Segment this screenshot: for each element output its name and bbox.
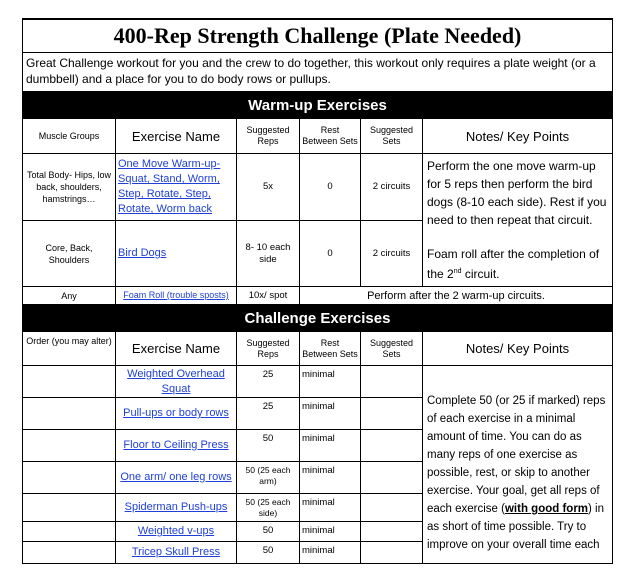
warmup-notes-p1: Perform the one move warm-up for 5 reps then perform the bird dogs (8-10 each side). Rest if you need to then repeat that circuit. — [427, 159, 607, 227]
table-row — [23, 287, 613, 305]
order-cell — [23, 430, 116, 462]
col-rest-between-sets: Rest Between Sets — [300, 119, 361, 154]
order-cell — [23, 462, 116, 494]
challenge-notes: Complete 50 (or 25 if marked) reps of each exercise in a minimal amount of time. You can do as many reps of one exercise as possible, rest, or skip to another exercise. Your goal, get all reps of each exercise (with good form) in as short of time possible. Try to improve on your overall time each — [423, 366, 613, 564]
col-suggested-sets: Suggested Sets — [361, 332, 423, 366]
exercise-link-pull-ups[interactable]: Pull-ups or body rows — [123, 407, 229, 419]
warmup-notes — [423, 154, 613, 287]
challenge-table — [22, 18, 613, 564]
col-muscle-groups: Muscle Groups — [23, 119, 116, 154]
rest-cell: minimal — [300, 462, 361, 494]
rest-cell: 0 — [300, 154, 361, 221]
sets-cell — [361, 430, 423, 462]
muscle-groups-cell: Any — [23, 287, 116, 305]
reps-cell: 50 (25 each side) — [237, 494, 300, 522]
reps-cell: 5x — [237, 154, 300, 221]
reps-cell: 50 — [237, 542, 300, 564]
col-exercise-name: Exercise Name — [116, 119, 237, 154]
col-notes: Notes/ Key Points — [423, 332, 613, 366]
intro-text: Great Challenge workout for you and the crew to do together, this workout only requires a plate weight (or a dumbbell) and a place for you to do body rows or pullups. — [23, 53, 613, 92]
rest-cell: minimal — [300, 366, 361, 398]
order-cell — [23, 494, 116, 522]
warmup-section-header: Warm-up Exercises — [23, 92, 613, 119]
muscle-groups-cell: Core, Back, Shoulders — [23, 221, 116, 287]
sets-cell: 2 circuits — [361, 221, 423, 287]
warmup-notes-p2: Foam roll after the completion of the 2nd circuit. — [427, 247, 600, 281]
exercise-link-one-move-warmup[interactable]: One Move Warm-up- Squat, Stand, Worm, Step, Rotate, Step, Rotate, Worm back — [118, 158, 221, 215]
rest-cell: minimal — [300, 522, 361, 542]
reps-cell: 8- 10 each side — [237, 221, 300, 287]
order-cell — [23, 542, 116, 564]
col-notes: Notes/ Key Points — [423, 119, 613, 154]
rest-cell: minimal — [300, 430, 361, 462]
col-suggested-reps: Suggested Reps — [237, 119, 300, 154]
col-order: Order (you may alter) — [23, 332, 116, 366]
col-suggested-sets: Suggested Sets — [361, 119, 423, 154]
rest-cell: minimal — [300, 494, 361, 522]
muscle-groups-cell: Total Body- Hips, low back, shoulders, hamstrings… — [23, 154, 116, 221]
reps-cell: 10x/ spot — [237, 287, 300, 305]
reps-cell: 50 — [237, 522, 300, 542]
worksheet — [22, 18, 612, 578]
sets-cell — [361, 398, 423, 430]
rest-cell: minimal — [300, 398, 361, 430]
col-exercise-name: Exercise Name — [116, 332, 237, 366]
order-cell — [23, 366, 116, 398]
exercise-link-bird-dogs[interactable]: Bird Dogs — [118, 247, 167, 259]
foam-roll-note: Perform after the 2 warm-up circuits. — [300, 287, 613, 305]
sets-cell: 2 circuits — [361, 154, 423, 221]
order-cell — [23, 522, 116, 542]
reps-cell: 50 — [237, 430, 300, 462]
table-row — [23, 154, 613, 221]
sets-cell — [361, 462, 423, 494]
exercise-link-overhead-squat[interactable]: Weighted Overhead Squat — [127, 367, 225, 395]
sets-cell — [361, 522, 423, 542]
reps-cell: 25 — [237, 398, 300, 430]
challenge-section-header: Challenge Exercises — [23, 305, 613, 332]
exercise-link-tricep-skull-press[interactable]: Tricep Skull Press — [131, 546, 221, 558]
exercise-link-floor-to-ceiling[interactable]: Floor to Ceiling Press — [123, 439, 229, 451]
col-rest-between-sets: Rest Between Sets — [300, 332, 361, 366]
table-row — [23, 366, 613, 398]
sets-cell — [361, 366, 423, 398]
col-suggested-reps: Suggested Reps — [237, 332, 300, 366]
exercise-link-one-arm-rows[interactable]: One arm/ one leg rows — [120, 471, 232, 483]
order-cell — [23, 398, 116, 430]
exercise-link-spiderman-pushups[interactable]: Spiderman Push-ups — [124, 501, 228, 513]
reps-cell: 50 (25 each arm) — [237, 462, 300, 494]
rest-cell: minimal — [300, 542, 361, 564]
page-title: 400-Rep Strength Challenge (Plate Needed) — [23, 19, 613, 53]
exercise-link-foam-roll[interactable]: Foam Roll (trouble sposts) — [123, 290, 229, 300]
sets-cell — [361, 542, 423, 564]
sets-cell — [361, 494, 423, 522]
rest-cell: 0 — [300, 221, 361, 287]
reps-cell: 25 — [237, 366, 300, 398]
exercise-link-weighted-v-ups[interactable]: Weighted v-ups — [137, 525, 215, 537]
